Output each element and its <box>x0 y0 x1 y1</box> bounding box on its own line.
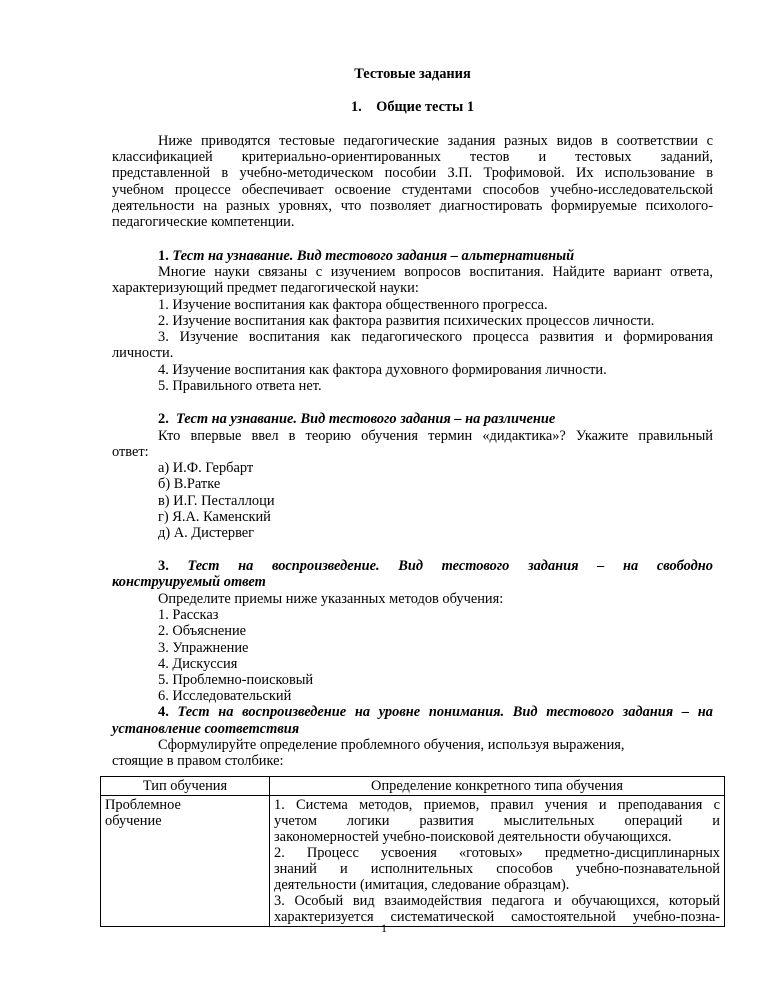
section-number: 1. <box>350 99 362 115</box>
q1-text-line: Многие науки связаны с изучением вопросов воспитания. Найдите вариант ответа, <box>158 264 713 280</box>
q3-heading-text: Тест на воспроизведение. Вид тестового задания – на свободно <box>187 558 713 574</box>
q2-heading <box>158 411 713 427</box>
q2-option: в) И.Г. Песталлоци <box>158 493 275 509</box>
q2-option: а) И.Ф. Гербарт <box>158 460 254 476</box>
q1-option: 2. Изучение воспитания как фактора развития психических процессов личности. <box>158 313 655 329</box>
q2-heading-text: Тест на узнавание. Вид тестового задания – на различение <box>176 411 556 427</box>
definition-line: деятельности (имитация, следование образцам). <box>274 877 570 893</box>
type-line: Проблемное <box>105 797 181 813</box>
q2-option: б) В.Ратке <box>158 476 221 492</box>
q3-heading-cont: конструируемый ответ <box>112 574 266 590</box>
q3-option: 6. Исследовательский <box>158 688 292 704</box>
definition-line: закономерностей учебно-поисковой деятельности обучающихся. <box>274 829 672 845</box>
q1-option: 3. Изучение воспитания как педагогического процесса развития и формирования <box>158 329 713 345</box>
q4-heading-cont: установление соответствия <box>112 721 300 737</box>
q1-option: 5. Правильного ответа нет. <box>158 378 322 394</box>
definition-line: 2. Процесс усвоения «готовых» предметно-дисциплинарных <box>274 845 720 861</box>
intro-line: Ниже приводятся тестовые педагогические задания разных видов в соответствии с <box>158 133 713 149</box>
definition-line: учетом логики развития мыслительных операций и <box>274 813 720 829</box>
q2-number: 2. <box>158 411 169 427</box>
q3-option: 3. Упражнение <box>158 640 249 656</box>
q3-option: 5. Проблемно-поисковый <box>158 672 314 688</box>
q3-option: 4. Дискуссия <box>158 656 238 672</box>
table-row <box>101 796 725 927</box>
table-header-cell: Тип обучения <box>101 777 270 796</box>
intro-line: классификацией критериально-ориентированных тестов и тестовых заданий, <box>112 149 713 165</box>
q4-heading <box>158 704 713 720</box>
q2-option: г) Я.А. Каменский <box>158 509 271 525</box>
section-heading <box>100 99 725 115</box>
definition-line: 3. Особый вид взаимодействия педагога и обучающихся, который <box>274 893 720 909</box>
q4-text-line: Сформулируйте определение проблемного обучения, используя выражения, <box>158 737 625 753</box>
q3-text: Определите приемы ниже указанных методов обучения: <box>158 591 504 607</box>
q2-option: д) А. Дистервег <box>158 525 255 541</box>
q2-text-line: ответ: <box>112 444 149 460</box>
q1-number: 1. <box>158 248 169 264</box>
q1-option: 4. Изучение воспитания как фактора духовного формирования личности. <box>158 362 607 378</box>
definition-line: 1. Система методов, приемов, правил учения и преподавания с <box>274 797 720 813</box>
q1-heading-text: Тест на узнавание. Вид тестового задания – альтернативный <box>172 248 575 264</box>
q3-number: 3. <box>158 558 169 574</box>
section-title: Общие тесты 1 <box>376 99 475 115</box>
q1-option-cont: личности. <box>112 345 174 361</box>
intro-line: деятельности на разных уровнях, что позволяет диагностировать формируемые психолого- <box>112 198 713 214</box>
intro-line: педагогические компетенции. <box>112 214 295 230</box>
q3-option: 1. Рассказ <box>158 607 219 623</box>
q2-text-line: Кто впервые ввел в теорию обучения термин «дидактика»? Укажите правильный <box>158 428 713 444</box>
q1-option: 1. Изучение воспитания как фактора общественного прогресса. <box>158 297 548 313</box>
q4-text-line: стоящие в правом столбике: <box>112 753 284 769</box>
table-header-cell: Определение конкретного типа обучения <box>270 777 725 796</box>
table-header-row <box>101 777 725 796</box>
table-cell-definitions <box>270 796 725 927</box>
definition-line: знаний и исполнительных способов учебно-познавательной <box>274 861 720 877</box>
q1-heading <box>158 248 713 264</box>
document-title: Тестовые задания <box>354 66 471 82</box>
matching-table <box>100 776 725 927</box>
table-cell-type <box>101 796 270 927</box>
intro-line: представленной в учебно-методическом пособии З.П. Трофимовой. Их использование в <box>112 165 713 181</box>
definition-line: характеризуется систематической самостоятельной учебно-позна- <box>274 909 720 925</box>
page-number: 1 <box>381 921 387 935</box>
q3-option: 2. Объяснение <box>158 623 247 639</box>
intro-line: учебном процессе обеспечивает освоение студентами способов учебно-исследовательской <box>112 182 713 198</box>
type-line: обучение <box>105 813 162 829</box>
q1-text-line: характеризующий предмет педагогической науки: <box>112 280 419 296</box>
q3-heading <box>158 558 713 574</box>
q4-number: 4. <box>158 704 169 720</box>
q4-heading-text: Тест на воспроизведение на уровне понимания. Вид тестового задания – на <box>177 704 713 720</box>
